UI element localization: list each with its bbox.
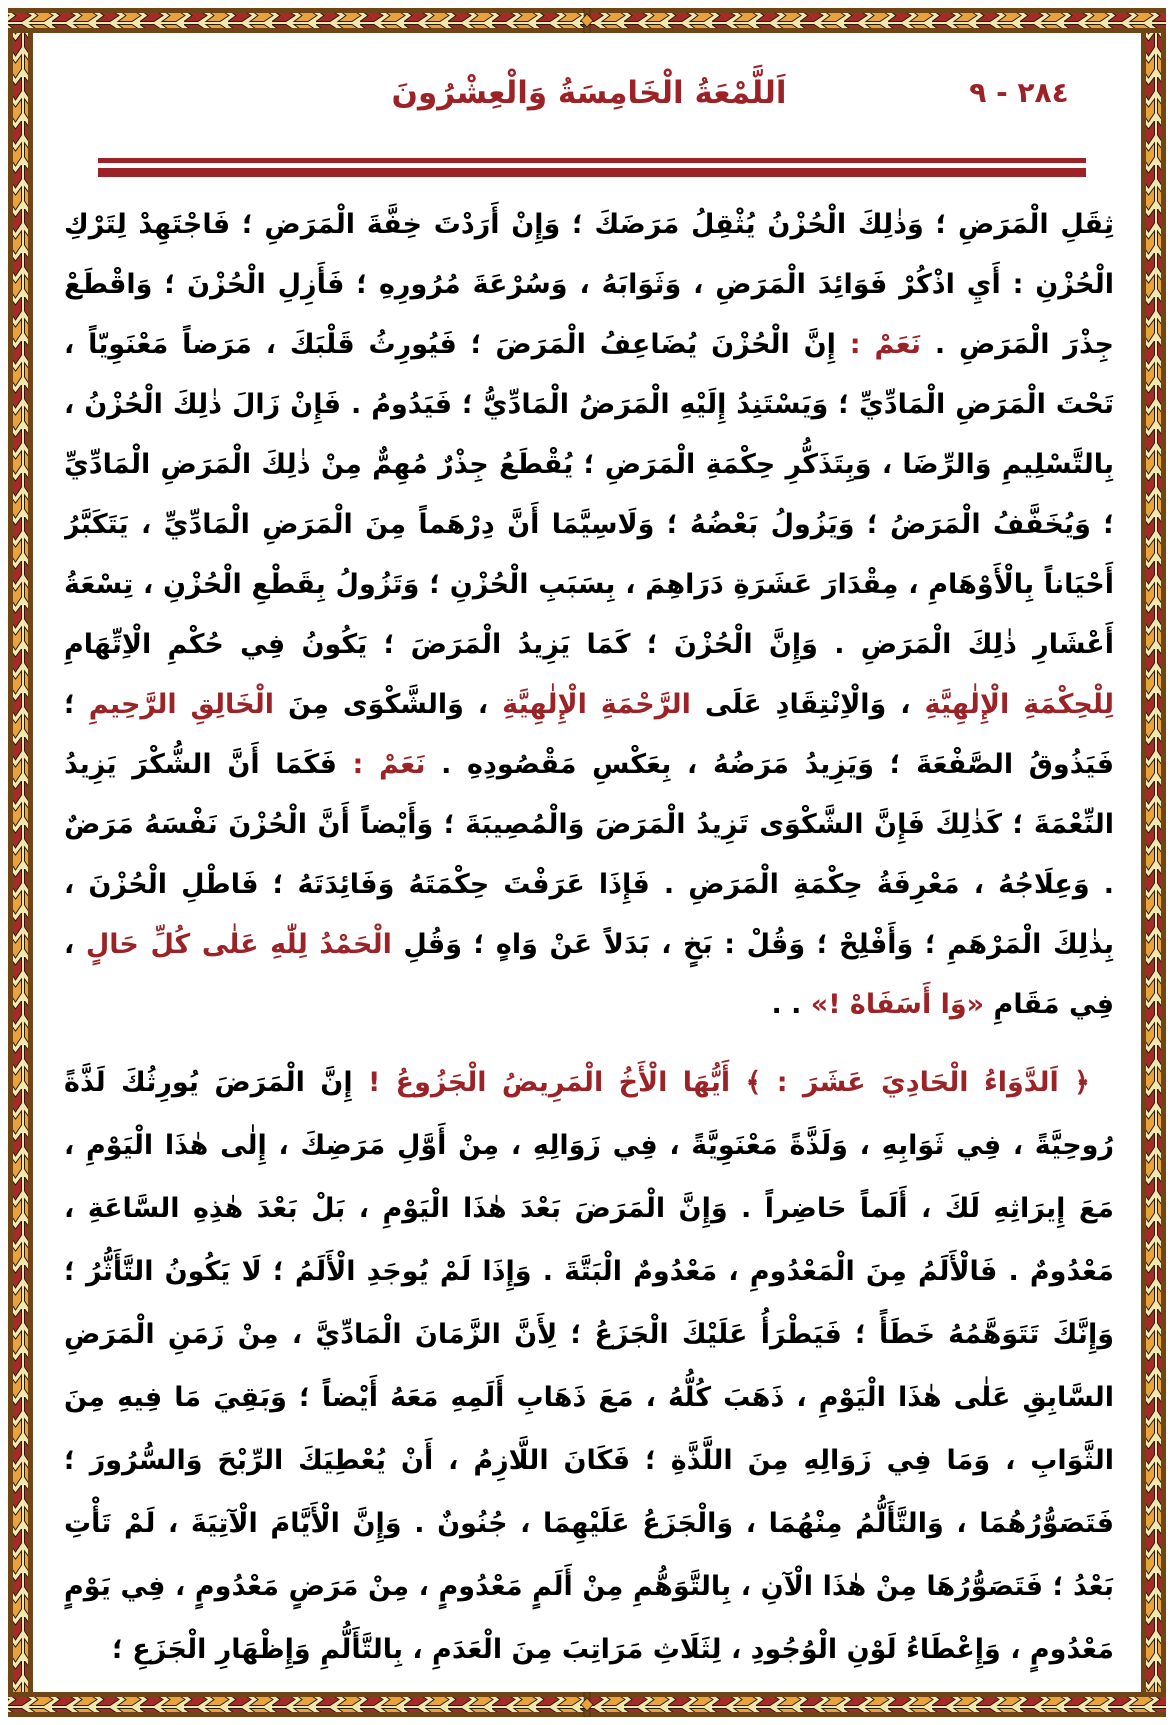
- highlighted-text-segment: ﴿ اَلدَّوَاءُ الْحَادِيَ عَشَرَ : ﴾ أَيُّهَا الْأَخُ الْمَرِيضُ الْجَزُوعُ !: [352, 1067, 1090, 1098]
- text-segment: ، وَالْاِنْتِقَادِ عَلَى: [690, 689, 925, 720]
- highlighted-text-segment: نَعَمْ :: [336, 749, 426, 780]
- border-left: [8, 33, 33, 1692]
- highlighted-text-segment: الرَّحْمَةِ الْإِلٰهِيَّةِ: [502, 689, 691, 720]
- text-segment: فَكَمَا أَنَّ الشُّكْرَ يَزِيدُ النِّعْمَةَ ؛ كَذٰلِكَ فَإِنَّ الشَّكْوَى تَزِيدُ الْمَرَضَ وَالْمُصِيبَةَ ؛ وَأَيْضاً أَنَّ الْحُزْنَ نَفْسَهُ مَرَضٌ . وَعِلَاجُهُ ، مَعْرِفَةُ حِكْمَةِ الْمَرَضِ . فَإِذَا عَرَفْتَ حِكْمَتَهُ وَفَائِدَتَهُ ؛ فَاطْلِ الْحُزْنَ ، بِذٰلِكَ الْمَرْهَمِ ؛ وَأَفْلِحْ ؛ وَقُلْ : بَخٍ ، بَدَلاً عَنْ وَاهٍ ؛ وَقُلِ: [64, 749, 1114, 960]
- border-line: [8, 33, 13, 1692]
- highlighted-text-segment: الْحَمْدُ لِلّٰهِ عَلٰى كُلِّ حَالٍ: [85, 929, 392, 960]
- border-line: [1141, 33, 1146, 1692]
- body-paragraph-2: [64, 1051, 1114, 1681]
- page-content: [64, 52, 1114, 1683]
- highlighted-text-segment: لِلْحِكْمَةِ الْإِلٰهِيَّةِ: [924, 689, 1114, 720]
- text-segment: إِنَّ الْحُزْنَ يُضَاعِفُ الْمَرَضَ ؛ فَيُورِثُ قَلْبَكَ ، مَرَضاً مَعْنَوِيّاً ، تَحْتَ الْمَرَضِ الْمَادِّيِّ ؛ وَيَسْتَنِدُ إِلَيْهِ الْمَرَضُ الْمَادِّيُّ ؛ فَيَدُومُ . فَإِنْ زَالَ ذٰلِكَ الْحُزْنُ ، بِالتَّسْلِيمِ وَالرِّضَا ، وَبِتَذَكُّرِ حِكْمَةِ الْمَرَضِ ؛ يُقْطَعُ جِذْرٌ مُهِمٌّ مِنْ ذٰلِكَ الْمَرَضِ الْمَادِّيِّ ؛ وَيُخَفَّفُ الْمَرَضُ ؛ وَيَزُولُ بَعْضُهُ ؛ وَلَاسِيَّمَا أَنَّ دِرْهَماً مِنَ الْمَرَضِ الْمَادِّيِّ ، يَتَكَبَّرُ أَحْيَاناً بِالْأَوْهَامِ ، مِقْدَارَ عَشَرَةِ دَرَاهِمَ ، بِسَبَبِ الْحُزْنِ ؛ وَتَزُولُ بِقَطْعِ الْحُزْنِ ، تِسْعَةُ أَعْشَارِ ذٰلِكَ الْمَرَضِ . وَإِنَّ الْحُزْنَ ؛ كَمَا يَزِيدُ الْمَرَضَ ؛ يَكُونُ فِي حُكْمِ الْاِتِّهَامِ: [64, 329, 1114, 660]
- page-title: اَللَّمْعَةُ الْخَامِسَةُ وَالْعِشْرُونَ: [391, 75, 787, 111]
- text-segment: ؛ فَيَذُوقُ الصَّفْعَةَ ؛ وَيَزِيدُ مَرَضُهُ ، بِعَكْسِ مَقْصُودِهِ .: [64, 689, 1114, 780]
- highlighted-text-segment: نَعَمْ :: [835, 329, 921, 360]
- text-segment: إِنَّ الْمَرَضَ يُورِثُكَ لَذَّةً رُوحِيَّةً ، فِي ثَوَابِهِ ، وَلَذَّةً مَعْنَوِيَّةً ، فِي زَوَالِهِ ، مِنْ أَوَّلِ مَرَضِكَ ، إِلٰى هٰذَا الْيَوْمِ ، مَعَ إِيرَاثِهِ لَكَ ، أَلَماً حَاضِراً . وَإِنَّ الْمَرَضَ بَعْدَ هٰذَا الْيَوْمِ ، بَلْ بَعْدَ هٰذِهِ السَّاعَةِ ، مَعْدُومٌ . فَالْأَلَمُ مِنَ الْمَعْدُومِ ، مَعْدُومٌ الْبَتَّةَ . وَإِذَا لَمْ يُوجَدِ الْأَلَمُ ؛ لَا يَكُونُ التَّأَثُّرُ ؛ وَإِنَّكَ تَتَوَهَّمُهُ خَطَأً ؛ فَيَطْرَأُ عَلَيْكَ الْجَزَعُ ؛ لِأَنَّ الزَّمَانَ الْمَادِّيَّ ، مِنْ زَمَنِ الْمَرَضِ السَّابِقِ عَلٰى هٰذَا الْيَوْمِ ، ذَهَبَ كُلُّهُ ، مَعَ ذَهَابِ أَلَمِهِ مَعَهُ أَيْضاً ؛ وَبَقِيَ مَا فِيهِ مِنَ الثَّوَابِ ، وَمَا فِي زَوَالِهِ مِنَ اللَّذَّةِ ؛ فَكَانَ اللَّازِمُ ، أَنْ يُعْطِيَكَ الرِّبْحَ وَالسُّرُورَ ؛ فَتَصَوُّرُهُمَا ، وَالتَّأَلُّمُ مِنْهُمَا ، وَالْجَزَعُ عَلَيْهِمَا ، جُنُونٌ . وَإِنَّ الْأَيَّامَ الْآتِيَةَ ، لَمْ تَأْتِ بَعْدُ ؛ فَتَصَوُّرُهَا مِنْ هٰذَا الْآنِ ، بِالتَّوَهُّمِ مِنْ أَلَمٍ مَعْدُومٍ ، مِنْ مَرَضٍ مَعْدُومٍ ، فِي يَوْمٍ مَعْدُومٍ ، وَإِعْطَاءُ لَوْنِ الْوُجُودِ ، لِثَلَاثِ مَرَاتِبَ مِنَ الْعَدَمِ ، بِالتَّأَلُّمِ وَإِظْهَارِ الْجَزَعِ ؛: [64, 1067, 1114, 1665]
- body-paragraph-1: [64, 195, 1114, 1035]
- header-divider: [98, 158, 1086, 177]
- border-bottom: [8, 1692, 1166, 1717]
- border-chain-band: [13, 33, 28, 1692]
- border-right: [1141, 33, 1166, 1692]
- text-segment: ، فِي مَقَامِ: [64, 929, 1114, 1020]
- highlighted-text-segment: «وَا أَسَفَاهْ !»: [810, 989, 985, 1020]
- border-line: [1161, 33, 1166, 1692]
- text-segment: . .: [771, 989, 811, 1020]
- divider-thick-line: [98, 168, 1086, 177]
- body-text: [64, 195, 1114, 1681]
- highlighted-text-segment: الْخَالِقِ الرَّحِيمِ: [88, 689, 275, 720]
- border-line: [28, 33, 33, 1692]
- text-segment: ، وَالشَّكْوَى مِنَ: [274, 689, 503, 720]
- page-header: [64, 62, 1114, 124]
- border-chain-band: [1146, 33, 1161, 1692]
- border-top: [8, 8, 1166, 33]
- page-number: ٢٨٤ - ٩: [969, 76, 1069, 109]
- text-segment: ثِقَلِ الْمَرَضِ ؛ وَذٰلِكَ الْحُزْنُ يُثْقِلُ مَرَضَكَ ؛ وَإِنْ أَرَدْتَ خِفَّةَ الْمَرَضِ ؛ فَاجْتَهِدْ لِتَرْكِ الْحُزْنِ : أَيِ اذْكُرْ فَوَائِدَ الْمَرَضِ ، وَثَوَابَهُ ، وَسُرْعَةَ مُرُورِهِ ؛ فَأَزِلِ الْحُزْنَ ؛ وَاقْطَعْ جِذْرَ الْمَرَضِ .: [64, 209, 1114, 360]
